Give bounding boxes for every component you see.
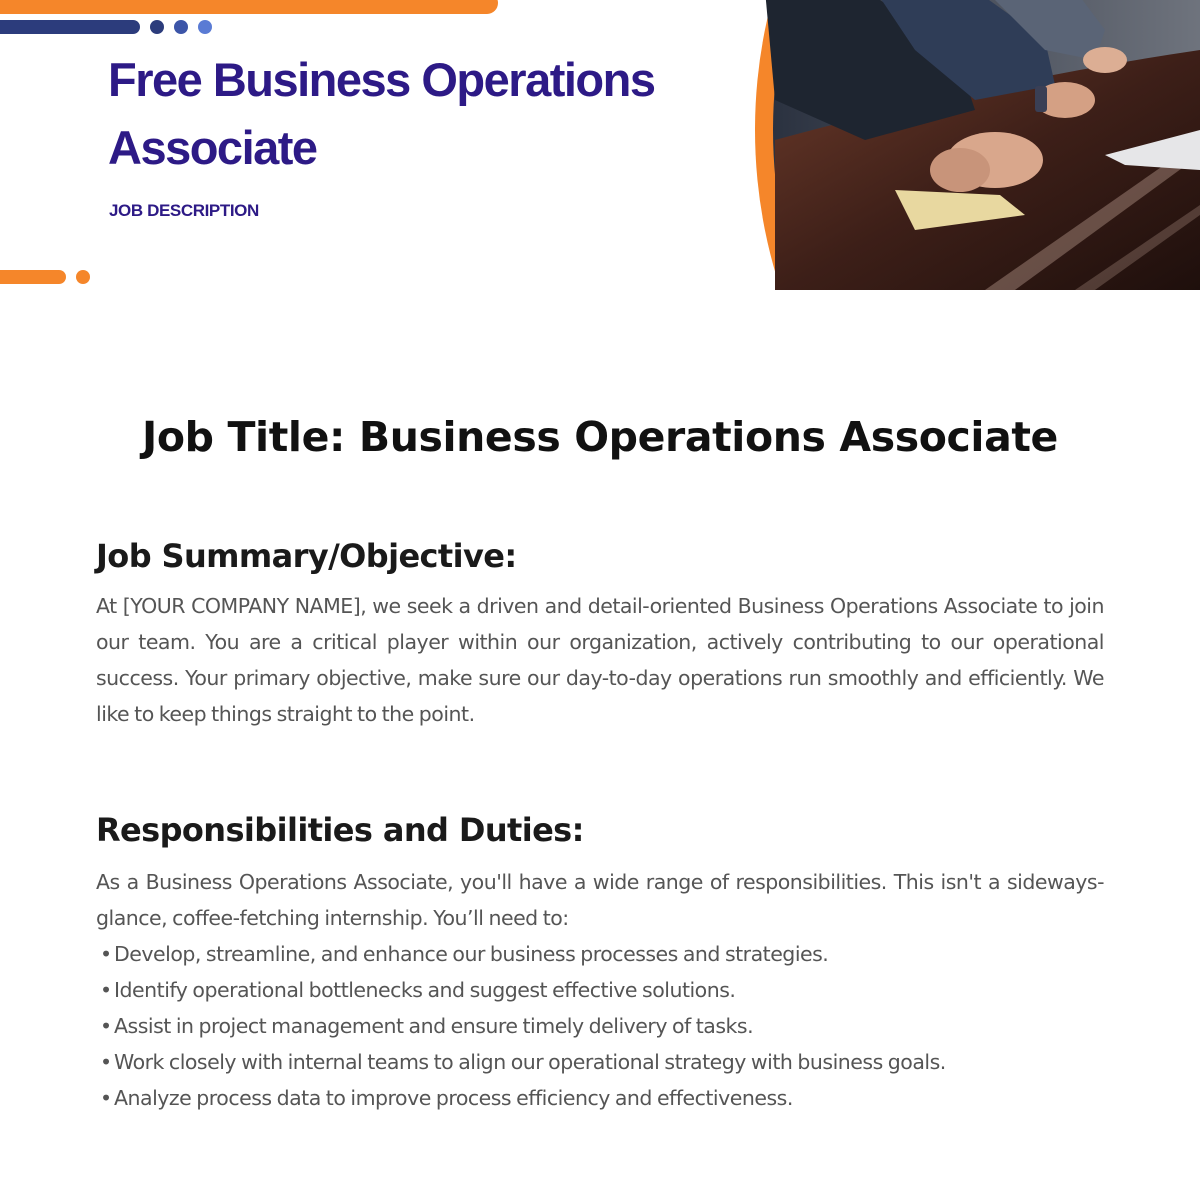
decor-bar-orange-top (0, 0, 498, 14)
bullet-icon: • (100, 1014, 112, 1038)
list-item-text: Identify operational bottlenecks and suggest effective solutions. (114, 978, 736, 1002)
header-photo (745, 0, 1200, 290)
document-body (96, 404, 1104, 1116)
list-item (96, 1044, 1104, 1080)
bullet-icon: • (100, 1050, 112, 1074)
list-item-text: Work closely with internal teams to align our operational strategy with business goals. (114, 1050, 946, 1074)
decor-dot (174, 20, 188, 34)
job-title: Job Title: Business Operations Associate (142, 413, 1058, 461)
decor-dot (150, 20, 164, 34)
section-heading-responsibilities: Responsibilities and Duties: (96, 811, 584, 849)
bullet-icon: • (100, 942, 112, 966)
list-item (96, 972, 1104, 1008)
title-line: Associate (108, 121, 317, 174)
document-subtitle: JOB DESCRIPTION (109, 201, 259, 220)
list-item-text: Analyze process data to improve process efficiency and effectiveness. (114, 1086, 793, 1110)
responsibilities-intro: As a Business Operations Associate, you'll have a wide range of responsibilities. This isn't a sideways-glance, coffee-fetching internship. You’ll need to: (96, 870, 1104, 930)
list-item (96, 1008, 1104, 1044)
summary-paragraph: At [YOUR COMPANY NAME], we seek a driven and detail-oriented Business Operations Associate to join our team. You are a critical player within our organization, actively contributing to our operational success. Your primary objective, make sure our day-to-day operations run smoothly and efficiently. We like to keep things straight to the point. (96, 594, 1104, 726)
bullet-icon: • (100, 1086, 112, 1110)
bullet-icon: • (100, 978, 112, 1002)
decor-dot (76, 270, 90, 284)
list-item-text: Assist in project management and ensure timely delivery of tasks. (114, 1014, 754, 1038)
list-item (96, 936, 1104, 972)
list-item (96, 1080, 1104, 1116)
responsibilities-list (96, 936, 1104, 1116)
list-item-text: Develop, streamline, and enhance our business processes and strategies. (114, 942, 829, 966)
decor-bar-orange-bottom (0, 270, 66, 284)
header-banner (0, 0, 1200, 300)
decor-dot (198, 20, 212, 34)
title-line: Free Business Operations (108, 53, 655, 106)
section-heading-summary: Job Summary/Objective: (96, 537, 517, 575)
document-title (108, 53, 748, 192)
decor-bar-navy-top (0, 20, 140, 34)
